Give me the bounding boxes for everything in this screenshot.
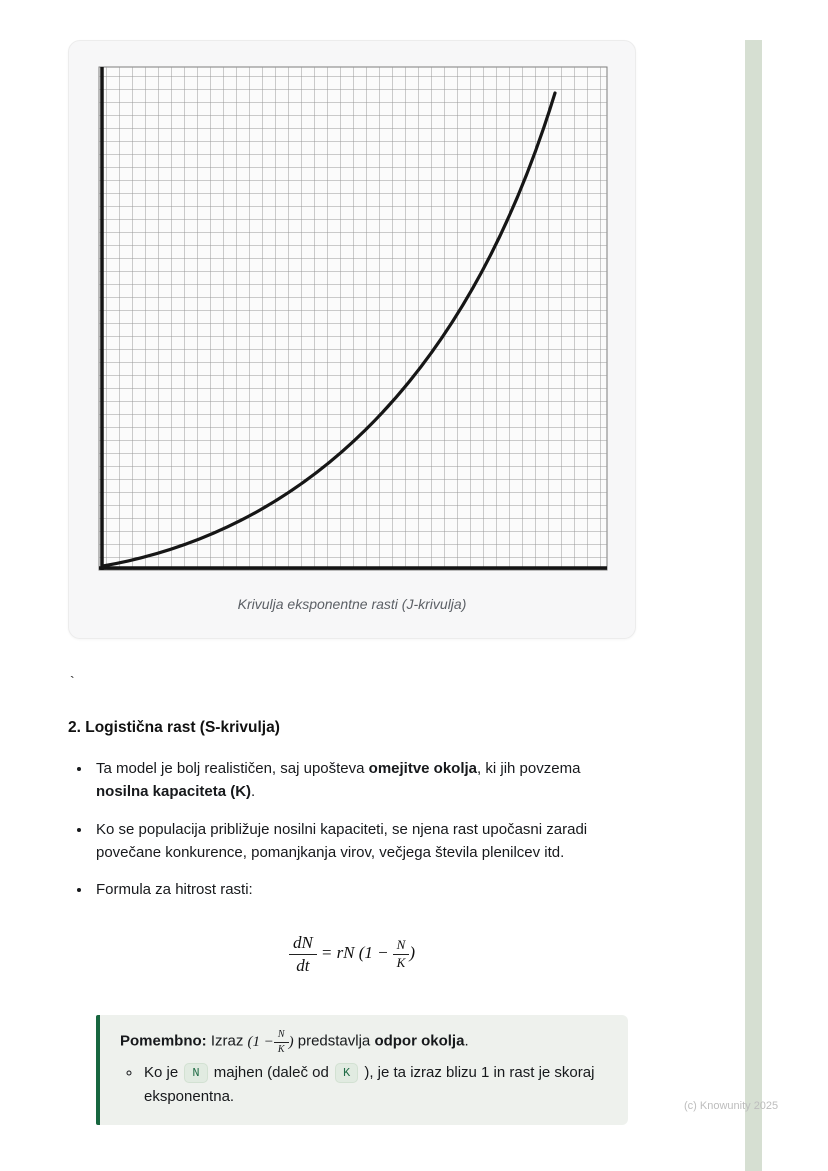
callout-label: Pomembno: — [120, 1032, 207, 1050]
callout-important — [96, 1015, 628, 1125]
bullet-text: . — [251, 783, 256, 801]
inline-open-paren: (1 − — [247, 1033, 274, 1050]
callout-text — [120, 1029, 610, 1055]
bullet-text: Ta model je bolj realističen, saj upošteva — [96, 760, 369, 777]
list-item — [92, 878, 636, 901]
fraction-numerator: dN — [289, 933, 317, 955]
formula-middle: = rN (1 − — [320, 943, 389, 963]
list-item — [92, 757, 636, 804]
fraction-n-k — [393, 938, 410, 971]
callout-segment: . — [464, 1032, 469, 1050]
callout-sub-list — [120, 1061, 610, 1109]
figure-caption: Krivulja eksponentne rasti (J-krivulja) — [237, 596, 467, 612]
bullet-list — [68, 757, 636, 901]
sub-bullet-text: majhen (daleč od — [209, 1064, 333, 1082]
page-edge-stripe — [745, 40, 762, 1171]
stray-backtick-text: ` — [70, 673, 75, 689]
fraction-numerator: N — [393, 938, 410, 955]
bold-term: nosilna kapaciteta (K) — [96, 783, 252, 801]
exponential-growth-graph — [93, 63, 613, 575]
fraction-dn-dt — [289, 933, 317, 975]
bullet-text: , ki jih povzema — [477, 760, 581, 777]
document-content — [68, 40, 636, 1125]
bold-term: omejitve okolja — [368, 760, 478, 777]
inline-close-paren: ) — [288, 1033, 294, 1050]
sub-bullet-text: Ko je — [144, 1064, 183, 1082]
figure-card — [68, 40, 636, 639]
list-item — [92, 818, 636, 865]
watermark: (c) Knowunity 2025 — [684, 1100, 779, 1112]
inline-code-K: K — [335, 1063, 358, 1083]
callout-segment: Izraz — [206, 1032, 248, 1050]
fraction-denominator: dt — [296, 955, 310, 975]
sub-bullet-text: ), je ta izraz blizu 1 in rast je skoraj eksponentna. — [144, 1064, 595, 1106]
bullet-text: Ko se populacija približuje nosilni kapaciteti, se njena rast upočasni zaradi povečane konkurence, pomanjkanja virov, večjega števila plenilcev itd. — [96, 820, 588, 861]
inline-code-N: N — [184, 1063, 207, 1083]
fraction-denominator: K — [277, 1043, 285, 1055]
formula-close-paren: ) — [409, 943, 415, 963]
sub-list-item — [142, 1061, 610, 1109]
bold-term: odpor okolja — [374, 1032, 465, 1050]
formula-growth-rate — [68, 933, 636, 975]
callout-segment: predstavlja — [293, 1032, 375, 1050]
fraction-numerator: N — [274, 1029, 289, 1043]
inline-formula-resistance — [247, 1029, 294, 1055]
fraction-n-k-inline — [274, 1029, 289, 1055]
bullet-text: Formula za hitrost rasti: — [96, 881, 253, 898]
section-heading: 2. Logistična rast (S-krivulja) — [68, 719, 280, 736]
fraction-denominator: K — [396, 954, 406, 970]
